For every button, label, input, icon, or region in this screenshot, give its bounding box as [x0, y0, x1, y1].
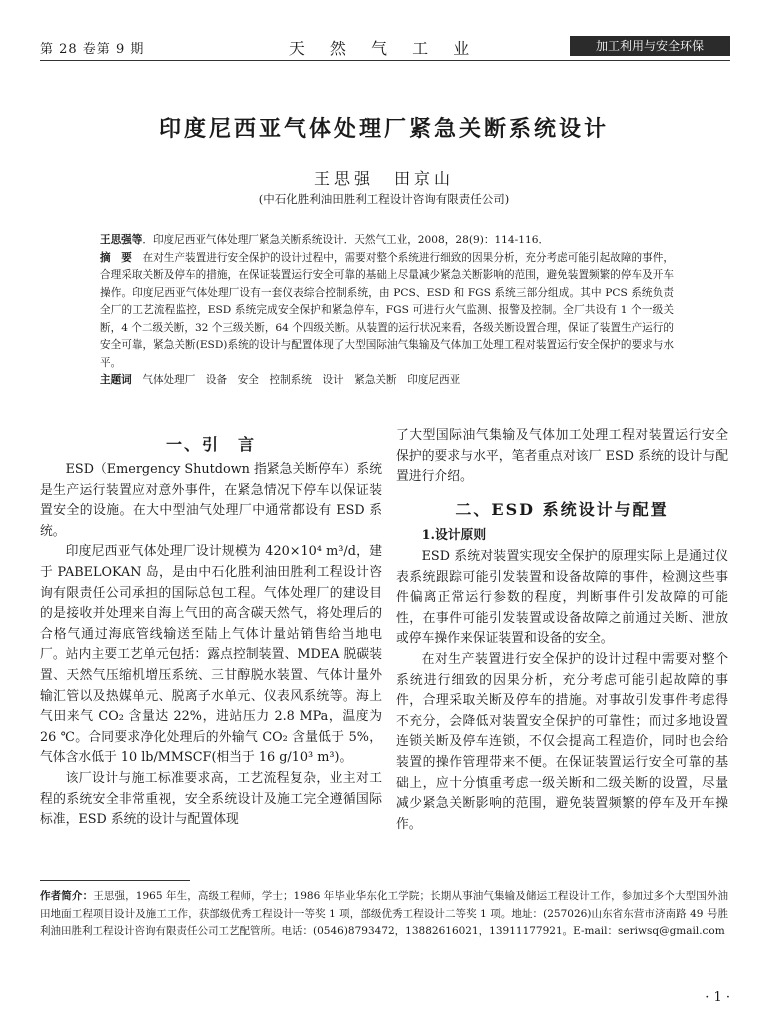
journal-volume: 第 28 卷第 9 期	[40, 42, 145, 57]
subsection-heading-principles: 1.设计原则	[421, 528, 487, 544]
citation-label: 王思强等	[100, 234, 143, 246]
journal-name: 天 然 气 工 业	[288, 39, 480, 58]
abstract-text: 在对生产装置进行安全保护的设计过程中，需要对整个系统进行细致的因果分析，充分考虑可能引起故障的事件，合理采取关断及停车的措施，在保证装置运行安全可靠的基础上尽量减少紧急关断影响的范围，避免装置频繁的停车及开车操作。印度尼西亚气体处理厂设有一套仪表综合控制系统，由 PCS、ESD 和 FGS 系统三部分组成。其中 PCS 系统负责全厂的工艺流程监控，ESD 系统完成安全保护和紧急停车，FGS 可进行火气监测、报警及控制。全厂共设有 1 个一级关断，4 个二级关断，32 个三级关断，64 个四级关断。从装置的运行状况来看，各级关断设置合理，保证了装置生产运行的安全可靠，紧急关断(ESD)系统的设计与配置体现了大型国际油气集输及气体加工处理工程对装置运行安全保护的要求与水平。	[100, 251, 674, 369]
section-heading-esd: 二、ESD 系统设计与配置	[455, 499, 669, 519]
abstract-label: 摘 要	[100, 251, 132, 264]
paper-title: 印度尼西亚气体处理厂紧急关断系统设计	[158, 116, 609, 142]
intro-paragraph-3-continued: 了大型国际油气集输及气体加工处理工程对装置运行安全保护的要求与水平，笔者重点对该厂 ESD 系统的设计与配置进行介绍。	[396, 428, 728, 485]
page-number: · 1 ·	[705, 990, 730, 1005]
abstract-paragraph	[100, 250, 674, 373]
keywords-label: 主题词	[100, 374, 132, 386]
footnote-label: 作者简介：	[40, 890, 94, 902]
citation-line	[100, 232, 674, 250]
esd-paragraph-1: ESD 系统对装置实现安全保护的原理实际上是通过仪表系统跟踪可能引发装置和设备故障的事件，检测这些事件偏离正常运行参数的程度，判断事件引发故障的可能性，在事件可能引发装置或设备故障之前通过关断、泄放或停车操作来保证装置和设备的安全。	[396, 548, 728, 647]
left-column	[40, 460, 382, 831]
intro-paragraph-3: 该厂设计与施工标准要求高，工艺流程复杂，业主对工程的系统安全非常重视，安全系统设计及施工完全遵循国际标准，ESD 系统的设计与配置体现	[40, 770, 382, 828]
section-badge: 加工利用与安全环保	[570, 36, 730, 56]
intro-paragraph-1: ESD（Emergency Shutdown 指紧急关断停车）系统是生产运行装置应对意外事件，在紧急情况下停车以保证装置安全的设施。在大中型油气处理厂中通常都设有 ESD 系统。	[40, 462, 382, 539]
esd-paragraph-2: 在对生产装置进行安全保护的设计过程中需要对整个系统进行细致的因果分析，充分考虑可能引起故障的事件，合理采取关断及停车的措施。对事故引发事件考虑得不充分，会降低对装置安全保护的可靠性；而过多地设置连锁关断及停车连锁，不仅会提高工程造价，同时也会给装置的操作管理带来不便。在保证装置运行安全可靠的基础上，应十分慎重考虑一级关断和二级关断的设置，尽量减少紧急关断影响的范围，避免装置频繁的停车及开车操作。	[396, 651, 728, 832]
authors: 王思强 田京山	[313, 169, 454, 188]
right-column	[396, 426, 728, 835]
keywords-line	[100, 372, 674, 390]
abstract-block	[100, 232, 674, 390]
footnote-rule	[40, 880, 190, 881]
keywords-text: 气体处理厂 设备 安全 控制系统 设计 紧急关断 印度尼西亚	[131, 374, 461, 386]
intro-paragraph-2: 印度尼西亚气体处理厂设计规模为 420×10⁴ m³/d，建于 PABELOKAN 岛，是由中石化胜利油田胜利工程设计咨询有限责任公司承担的国际总包工程。气体处理厂的建设目的是接收并处理来自海上气田的高含碳天然气，将处理后的合格气通过海底管线输送至陆上气体计量站销售给当地电厂。站内主要工艺单元包括：露点控制装置、MDEA 脱碳装置、天然气压缩机增压系统、三甘醇脱水装置、气体计量外输汇管以及热媒单元、脱离子水单元、仪表风系统等。海上气田来气 CO₂ 含量达 22%，进站压力 2.8 MPa，温度为 26 ℃。合同要求净化处理后的外输气 CO₂ 含量低于 5%，气体含水低于 10 lb/MMSCF(相当于 16 g/10³ m³)。	[40, 544, 382, 766]
footnote-text: 王思强，1965 年生，高级工程师，学士；1986 年毕业华东化工学院；长期从事油气集输及储运工程设计工作，参加过多个大型国外油田地面工程项目设计及施工工作，获部级优秀工程设计一等奖 1 项，部级优秀工程设计二等奖 1 项。地址：(257026)山东省东营市济南路 49 号胜利油田胜利工程设计咨询有限责任公司工艺配管所。电话：(0546)8793472，13882616021，13911177921。E-mail：seriwsq@gmail.com	[40, 890, 729, 937]
affiliation: (中石化胜利油田胜利工程设计咨询有限责任公司)	[258, 192, 510, 206]
citation-text: ．印度尼西亚气体处理厂紧急关断系统设计．天然气工业，2008，28(9)：114-116．	[142, 234, 550, 246]
section-heading-intro: 一、引 言	[165, 435, 256, 454]
author-footnote	[40, 888, 728, 941]
header-rule	[40, 60, 730, 61]
